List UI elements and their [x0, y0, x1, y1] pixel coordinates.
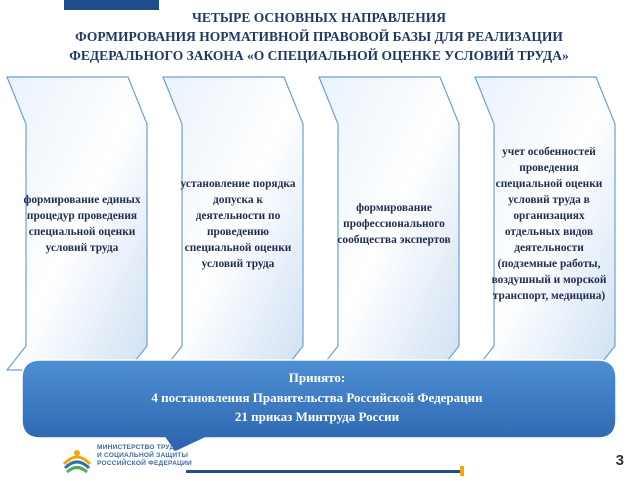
direction-text-3: формирование профессионального сообщества экспертов: [337, 201, 451, 246]
callout-line-2: 4 постановления Правительства Российской Федерации: [151, 389, 483, 405]
footer-accent: [460, 466, 464, 476]
direction-text-4: учет особенностей проведения специальной оценки условий труда в организациях отдельных видов деятельности (подземные работы, воздушный и морской транспорт, медицина): [491, 145, 607, 302]
direction-text-2: установление порядка допуска к деятельности по проведению специальной оценки условий труда: [180, 177, 296, 270]
logo-line-3: РОССИЙСКОЙ ФЕДЕРАЦИИ: [97, 460, 192, 467]
ministry-emblem-icon: [60, 442, 94, 476]
title-line-3: ФЕДЕРАЛЬНОГО ЗАКОНА «О СПЕЦИАЛЬНОЙ ОЦЕНКЕ УСЛОВИЙ ТРУДА»: [69, 48, 569, 63]
callout-line-1: Принято:: [288, 370, 346, 385]
page-number: 3: [615, 452, 624, 469]
logo-line-2: И СОЦИАЛЬНОЙ ЗАЩИТЫ: [97, 452, 189, 459]
logo-text: [97, 444, 192, 468]
footer-line: [186, 470, 463, 473]
ministry-logo: [60, 442, 200, 478]
callout-line-3: 21 приказ Минтруда России: [234, 409, 400, 424]
direction-text-1: формирование единых процедур проведения специальной оценки условий труда: [23, 193, 141, 254]
callout-text: [20, 368, 614, 427]
title-line-1: ЧЕТЫРЕ ОСНОВНЫХ НАПРАВЛЕНИЯ: [191, 10, 447, 25]
logo-line-1: МИНИСТЕРСТВО ТРУДА: [97, 444, 180, 451]
title-line-2: ФОРМИРОВАНИЯ НОРМАТИВНОЙ ПРАВОВОЙ БАЗЫ ДЛЯ РЕАЛИЗАЦИИ: [75, 29, 563, 44]
